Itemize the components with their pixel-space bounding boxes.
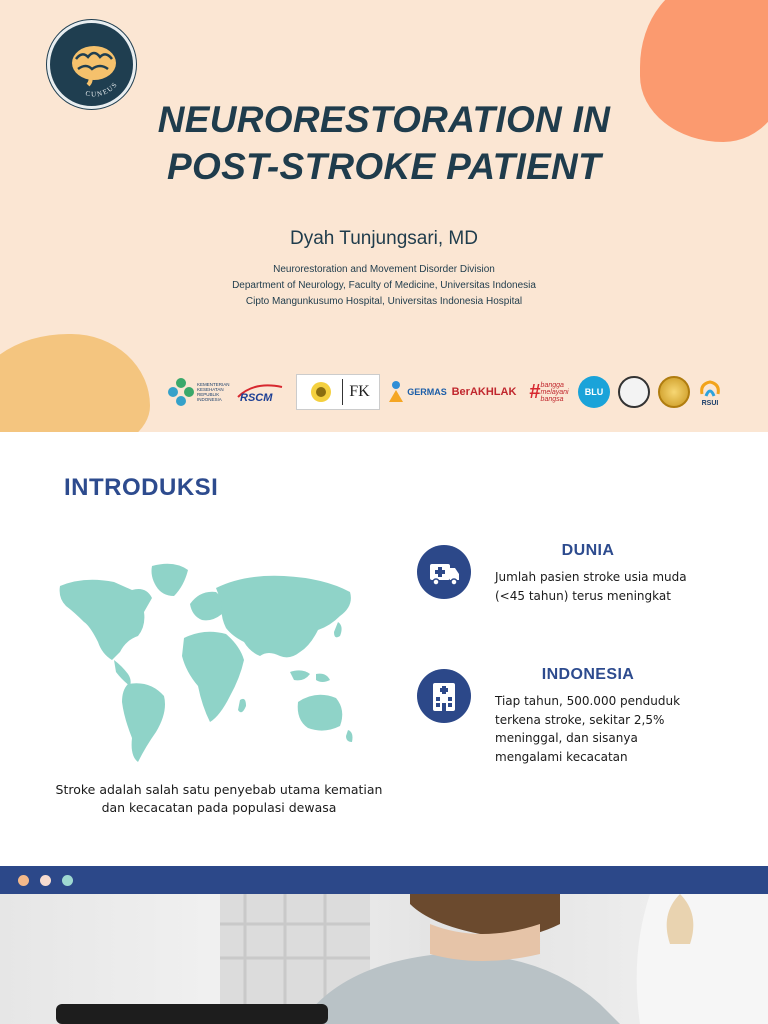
hospital-building-icon [417,669,471,723]
map-caption: Stroke adalah salah satu penyebab utama kematian dan kecacatan pada populasi dewasa [55,782,383,815]
fact-text-indonesia: Tiap tahun, 500.000 penduduk terkena stroke, sekitar 2,5% meninggal, dan sisanya mengalami kecacatan [495,694,681,764]
fkui-logo: FK [296,374,380,410]
partner-logo-strip [166,370,726,414]
decorative-dot-1 [18,875,29,886]
fact-text-dunia: Jumlah pasien stroke usia muda (<45 tahun) terus meningkat [495,570,687,603]
clinic-photo [0,894,768,1024]
title-slide [0,0,768,432]
title-line-1: NEURORESTORATION IN [157,99,611,140]
affiliation-line-2: Department of Neurology, Faculty of Medicine, Universitas Indonesia [232,280,536,291]
affiliation-line-1: Neurorestoration and Movement Disorder Division [273,264,495,275]
title-line-2: POST-STROKE PATIENT [167,146,601,187]
rsui-logo: RSUI [694,370,726,414]
rscm-logo [234,370,288,414]
svg-text:RSCM: RSCM [240,392,273,404]
germas-logo: GERMAS [386,370,448,414]
decorative-dot-2 [40,875,51,886]
kemenkes-logo: KEMENTERIAN KESEHATAN REPUBLIK INDONESIA [166,370,228,414]
next-slide-preview [0,866,768,1024]
fact-title-indonesia: INDONESIA [541,666,635,683]
author-name: Dyah Tunjungsari, MD [290,228,478,249]
ambulance-icon [417,545,471,599]
svg-text:CUNEUS: CUNEUS [84,80,120,99]
decorative-yellow-blob [0,334,150,432]
world-map-illustration [54,556,358,772]
introduction-slide [0,432,768,866]
blu-logo: BLU [576,370,612,414]
berakhlak-logo: BerAKHLAK [451,386,517,398]
fact-title-dunia: DUNIA [561,542,615,559]
gold-seal-badge [656,370,692,414]
decorative-dot-3 [62,875,73,886]
certification-badge [616,370,652,414]
presentation-title [100,96,668,190]
affiliation-line-3: Cipto Mangunkusumo Hospital, Universitas Indonesia Hospital [245,296,523,307]
slide-header-bar [0,866,768,894]
affiliations [134,262,634,310]
section-heading: INTRODUKSI [64,474,219,501]
bangga-melayani-bangsa-logo: # bangga melayani bangsa [529,380,569,403]
